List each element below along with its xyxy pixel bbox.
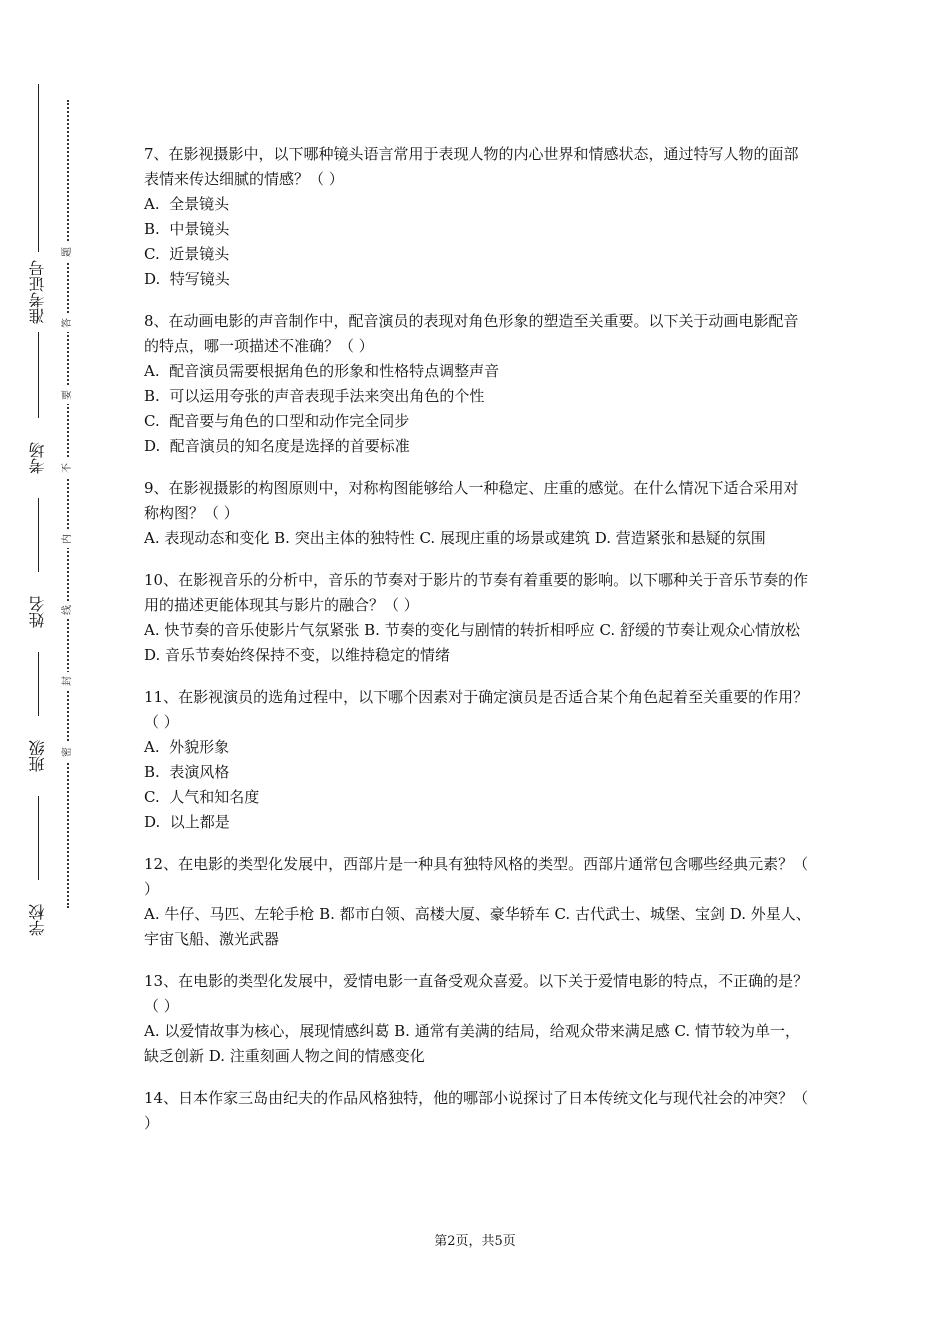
option-b: B. 中景镜头	[144, 220, 230, 238]
question-list	[144, 142, 812, 1153]
question-stem: 8、在动画电影的声音制作中，配音演员的表现对角色形象的塑造至关重要。以下关于动画电影配音的特点，哪一项描述不准确？（ ）	[144, 312, 799, 355]
option-d: D. 以上都是	[144, 813, 230, 831]
question-12	[144, 852, 812, 952]
option-d: D. 特写镜头	[144, 270, 230, 288]
option-c: C. 人气和知名度	[144, 788, 260, 806]
class-label: 班级	[23, 716, 53, 796]
question-14	[144, 1086, 812, 1136]
binding-line-dotted	[67, 100, 69, 908]
seal-char: 题	[59, 243, 77, 261]
option-a: A. 外貌形象	[144, 738, 230, 756]
option-b: B. 表演风格	[144, 763, 230, 781]
question-stem: 12、在电影的类型化发展中，西部片是一种具有独特风格的类型。西部片通常包含哪些经典元素？（ ）	[144, 855, 809, 898]
seal-char: 要	[59, 386, 77, 404]
seal-char: 线	[59, 601, 77, 619]
option-c: C. 近景镜头	[144, 245, 230, 263]
question-13	[144, 969, 812, 1069]
option-d: D. 配音演员的知名度是选择的首要标准	[144, 437, 410, 455]
seal-char: 答	[59, 314, 77, 332]
question-9	[144, 476, 812, 551]
school-label: 学校	[23, 880, 53, 960]
inline-options: A. 牛仔、马匹、左轮手枪 B. 都市白领、高楼大厦、豪华轿车 C. 古代武士、城堡、宝剑 D. 外星人、宇宙飞船、激光武器	[144, 905, 811, 948]
question-8	[144, 309, 812, 459]
seal-char: 密	[59, 743, 77, 761]
question-stem: 13、在电影的类型化发展中，爱情电影一直备受观众喜爱。以下关于爱情电影的特点，不正确的是？（ ）	[144, 972, 809, 1015]
name-label: 姓名	[23, 572, 53, 652]
inline-options: A. 以爱情故事为核心，展现情感纠葛 B. 通常有美满的结局，给观众带来满足感 C. 情节较为单一，缺乏创新 D. 注重刻画人物之间的情感变化	[144, 1022, 800, 1065]
question-7	[144, 142, 812, 292]
question-stem: 14、日本作家三岛由纪夫的作品风格独特，他的哪部小说探讨了日本传统文化与现代社会的冲突？（ ）	[144, 1089, 809, 1132]
exam-room-label: 考场	[23, 418, 53, 498]
question-stem: 10、在影视音乐的分析中，音乐的节奏对于影片的节奏有着重要的影响。以下哪种关于音乐节奏的作用的描述更能体现其与影片的融合？（ ）	[144, 571, 809, 614]
option-a: A. 配音演员需要根据角色的形象和性格特点调整声音	[144, 362, 500, 380]
option-a: A. 全景镜头	[144, 195, 230, 213]
question-stem: 11、在影视演员的选角过程中，以下哪个因素对于确定演员是否适合某个角色起着至关重要的作用？（ ）	[144, 688, 809, 731]
seal-char: 不	[59, 459, 77, 477]
question-stem: 7、在影视摄影中，以下哪种镜头语言常用于表现人物的内心世界和情感状态，通过特写人物的面部表情来传达细腻的情感？（ ）	[144, 145, 799, 188]
inline-options: A. 表现动态和变化 B. 突出主体的独特性 C. 展现庄重的场景或建筑 D. 营造紧张和悬疑的氛围	[144, 529, 766, 547]
inline-options: A. 快节奏的音乐使影片气氛紧张 B. 节奏的变化与剧情的转折相呼应 C. 舒缓的节奏让观众心情放松 D. 音乐节奏始终保持不变，以维持稳定的情绪	[144, 621, 800, 664]
page-number: 第2页，共5页	[434, 1234, 516, 1249]
admission-number-label: 准考证号	[23, 252, 53, 332]
seal-char: 内	[59, 530, 77, 548]
seal-char: 封	[59, 672, 77, 690]
question-10	[144, 568, 812, 668]
question-stem: 9、在影视摄影的构图原则中，对称构图能够给人一种稳定、庄重的感觉。在什么情况下适合采用对称构图？（ ）	[144, 479, 799, 522]
question-11	[144, 685, 812, 835]
option-c: C. 配音要与角色的口型和动作完全同步	[144, 412, 410, 430]
option-b: B. 可以运用夸张的声音表现手法来突出角色的个性	[144, 387, 485, 405]
